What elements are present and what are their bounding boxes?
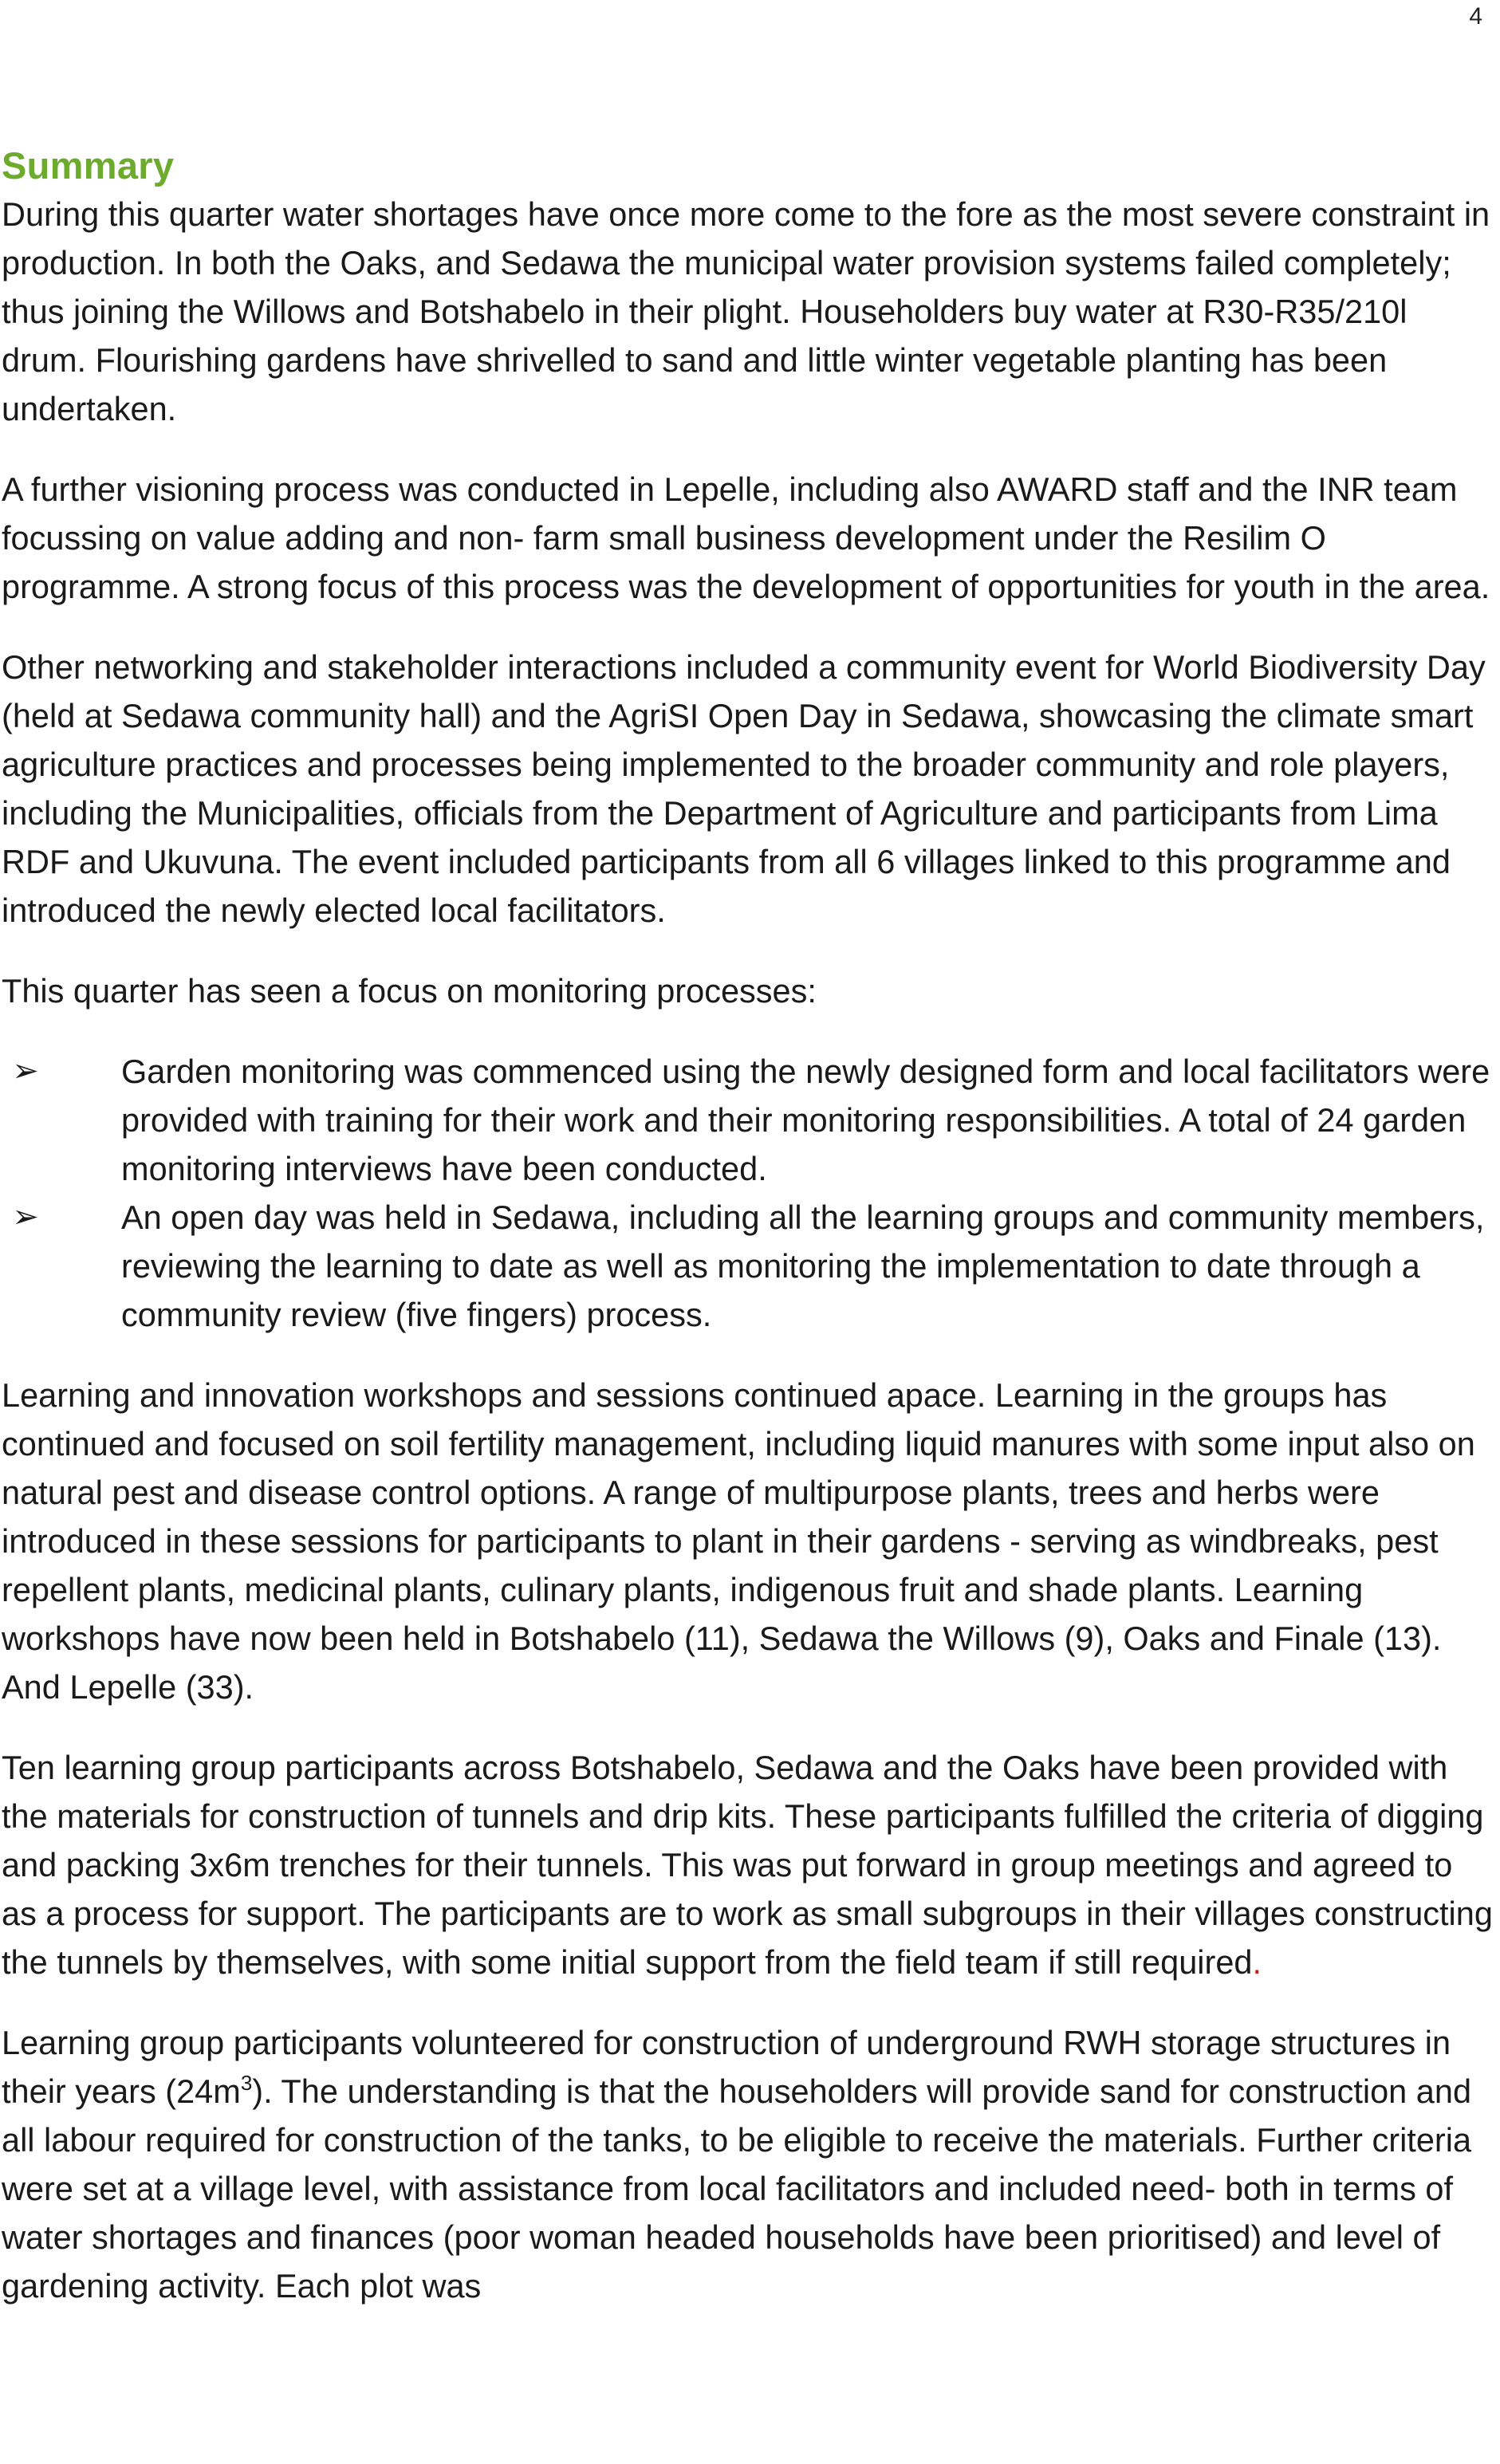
document-body [2, 142, 1494, 2342]
monitoring-bullet-list [2, 1047, 1494, 1339]
list-item [2, 1193, 1494, 1339]
list-item-text: Garden monitoring was commenced using the newly designed form and local facilitators were provided with training for their work and their monitoring responsibilities. A total of 24 garden monitoring interviews have been conducted. [121, 1053, 1490, 1187]
paragraph-visioning-process: A further visioning process was conducted in Lepelle, including also AWARD staff and the INR team focussing on value adding and non- farm small business development under the Resilim O programme. A strong focus of this process was the development of opportunities for youth in the area. [2, 470, 1490, 605]
arrow-bullet-icon: ➢ [12, 1053, 39, 1089]
paragraph-rwh-text-b: ). The understanding is that the householders will provide sand for construction and all labour required for construction of the tanks, to be eligible to receive the materials. Further criteria were set at a village level, with assistance from local facilitators and included need- both in terms of water shortages and finances (poor woman headed households have been prioritised) and level of gardening activity. Each plot was [2, 2072, 1472, 2305]
paragraph-water-shortages: During this quarter water shortages have once more come to the fore as the most severe constraint in production. In both the Oaks, and Sedawa the municipal water provision systems failed completely; thus joining the Willows and Botshabelo in their plight. Householders buy water at R30-R35/210l drum. Flourishing gardens have shrivelled to sand and little winter vegetable planting has been undertaken. [2, 195, 1490, 427]
paragraph-monitoring-intro: This quarter has seen a focus on monitoring processes: [2, 972, 817, 1010]
paragraph-rwh-text-a: Learning group participants volunteered for construction of underground RWH storage structures in their years (24m [2, 2024, 1451, 2110]
superscript-cubed: 3 [240, 2071, 253, 2095]
list-item [2, 1047, 1494, 1193]
section-heading: Summary [2, 144, 175, 187]
page-number: 4 [1469, 3, 1482, 30]
paragraph-tunnels-text: Ten learning group participants across Botshabelo, Sedawa and the Oaks have been provided with the materials for construction of tunnels and drip kits. These participants fulfilled the criteria of digging and packing 3x6m trenches for their tunnels. This was put forward in group meetings and agreed to as a process for support. The participants are to work as small subgroups in their villages constructing the tunnels by themselves, with some initial support from the field team if still required [2, 1749, 1493, 1981]
paragraph-networking: Other networking and stakeholder interactions included a community event for World Biodiversity Day (held at Sedawa community hall) and the AgriSI Open Day in Sedawa, showcasing the climate smart agriculture practices and processes being implemented to the broader community and role players, including the Municipalities, officials from the Department of Agriculture and participants from Lima RDF and Ukuvuna. The event included participants from all 6 villages linked to this programme and introduced the newly elected local facilitators. [2, 648, 1486, 929]
arrow-bullet-icon: ➢ [12, 1199, 39, 1235]
list-item-text: An open day was held in Sedawa, including all the learning groups and community members, reviewing the learning to date as well as monitoring the implementation to date through a community review (five fingers) process. [121, 1199, 1485, 1333]
red-period: . [1252, 1943, 1262, 1981]
paragraph-rwh-storage [2, 2018, 1494, 2310]
paragraph-tunnels [2, 1743, 1494, 1986]
paragraph-learning-workshops: Learning and innovation workshops and sessions continued apace. Learning in the groups has continued and focused on soil fertility management, including liquid manures with some input also on natural pest and disease control options. A range of multipurpose plants, trees and herbs were introduced in these sessions for participants to plant in their gardens - serving as windbreaks, pest repellent plants, medicinal plants, culinary plants, indigenous fruit and shade plants. Learning workshops have now been held in Botshabelo (11), Sedawa the Willows (9), Oaks and Finale (13). And Lepelle (33). [2, 1376, 1475, 1706]
